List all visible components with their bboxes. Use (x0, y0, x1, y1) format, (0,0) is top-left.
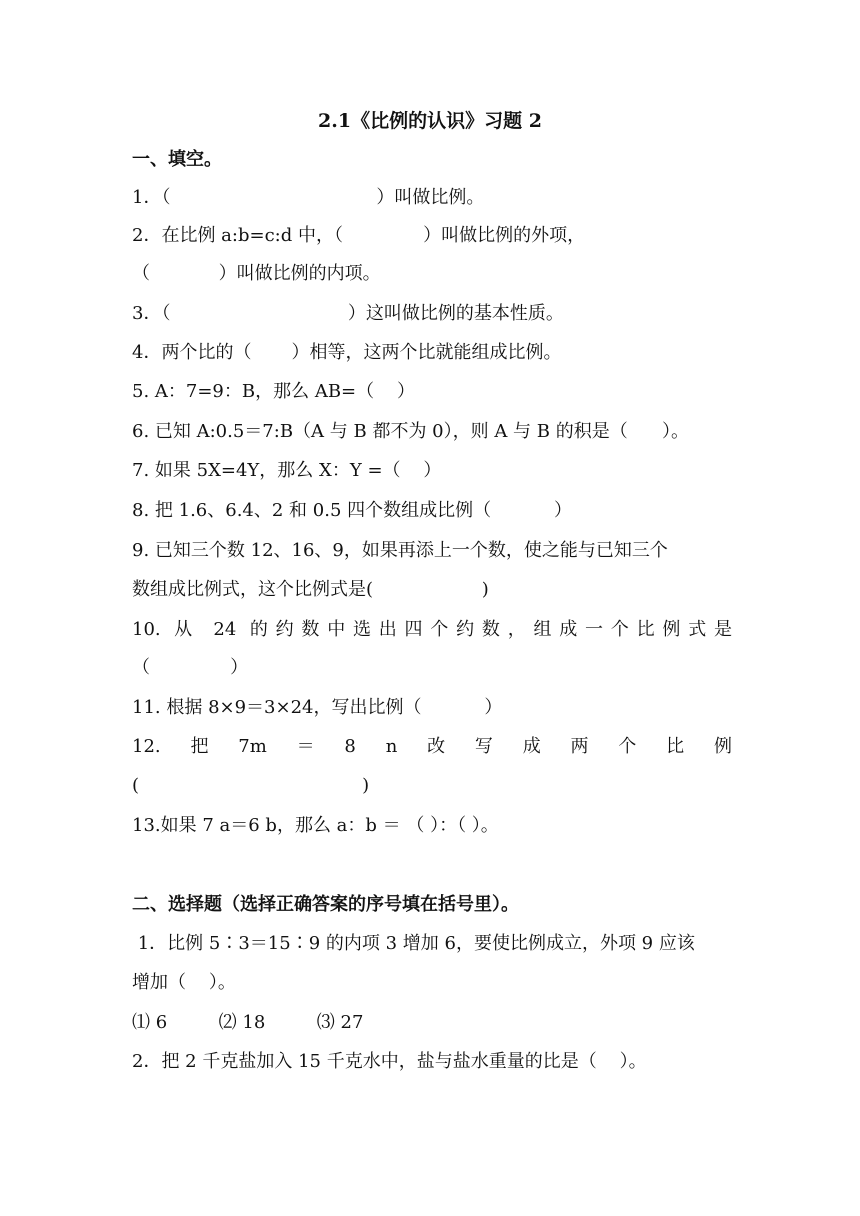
q12-part: 把 (190, 736, 209, 757)
question-10-line-2: （ ） (132, 657, 249, 678)
q12-part: 7m (238, 736, 267, 757)
q12-part: 两 (570, 736, 589, 757)
q12-part: 个 (618, 736, 637, 757)
question-2-line-2: （ ）叫做比例的内项。 (132, 263, 381, 284)
choice-question-1-line-1: 1．比例 5∶3＝15∶9 的内项 3 增加 6，要使比例成立，外项 9 应该 (132, 933, 695, 954)
choice-question-1-options: ⑴ 6 ⑵ 18 ⑶ 27 (132, 1012, 364, 1033)
question-4: 4．两个比的（ ）相等，这两个比就能组成比例。 (132, 342, 562, 363)
question-1: 1．（ ）叫做比例。 (132, 187, 485, 208)
q12-part: 比 (666, 736, 685, 757)
question-3: 3．（ ）这叫做比例的基本性质。 (132, 303, 564, 324)
question-8: 8. 把 1.6、6.4、2 和 0.5 四个数组成比例（ ） (132, 500, 573, 521)
q12-part: 改 (427, 736, 446, 757)
q12-part: 例 (713, 736, 732, 757)
choice-question-1-line-2: 增加（ ）。 (132, 972, 236, 993)
question-9-line-2: 数组成比例式，这个比例式是( ) (132, 579, 489, 600)
q12-part: 12. (132, 736, 161, 757)
question-6: 6. 已知 A:0.5＝7:B（A 与 B 都不为 0），则 A 与 B 的积是（ ）。 (132, 421, 690, 442)
question-10-line-1: 10. 从 24 的约数中选出四个约数，组成一个比例式是 (132, 619, 732, 640)
q12-part: ＝ (296, 736, 315, 757)
question-12-line-2: ( ) (132, 775, 370, 796)
section-1-heading: 一、填空。 (132, 149, 222, 170)
page-title: 2.1《比例的认识》习题 2 (318, 110, 542, 132)
q12-part: n (385, 736, 398, 757)
question-5: 5. A：7=9：B，那么 AB=（ ） (132, 381, 416, 402)
question-13: 13.如果 7 a＝6 b，那么 a：b ＝ （ ）：（ ）。 (132, 815, 499, 836)
q12-part: 8 (344, 736, 356, 757)
question-9-line-1: 9. 已知三个数 12、16、9，如果再添上一个数，使之能与已知三个 (132, 540, 668, 561)
section-2-heading: 二、选择题（选择正确答案的序号填在括号里）。 (132, 894, 519, 915)
question-11: 11. 根据 8×9＝3×24，写出比例（ ） (132, 697, 503, 718)
question-7: 7. 如果 5X=4Y，那么 X：Y =（ ） (132, 460, 442, 481)
q12-part: 写 (474, 736, 493, 757)
question-12-line-1 (132, 735, 732, 759)
q12-part: 成 (522, 736, 541, 757)
choice-question-2: 2．把 2 千克盐加入 15 千克水中，盐与盐水重量的比是（ ）。 (132, 1051, 647, 1072)
question-2-line-1: 2．在比例 a:b=c:d 中，（ ）叫做比例的外项， (132, 225, 586, 246)
